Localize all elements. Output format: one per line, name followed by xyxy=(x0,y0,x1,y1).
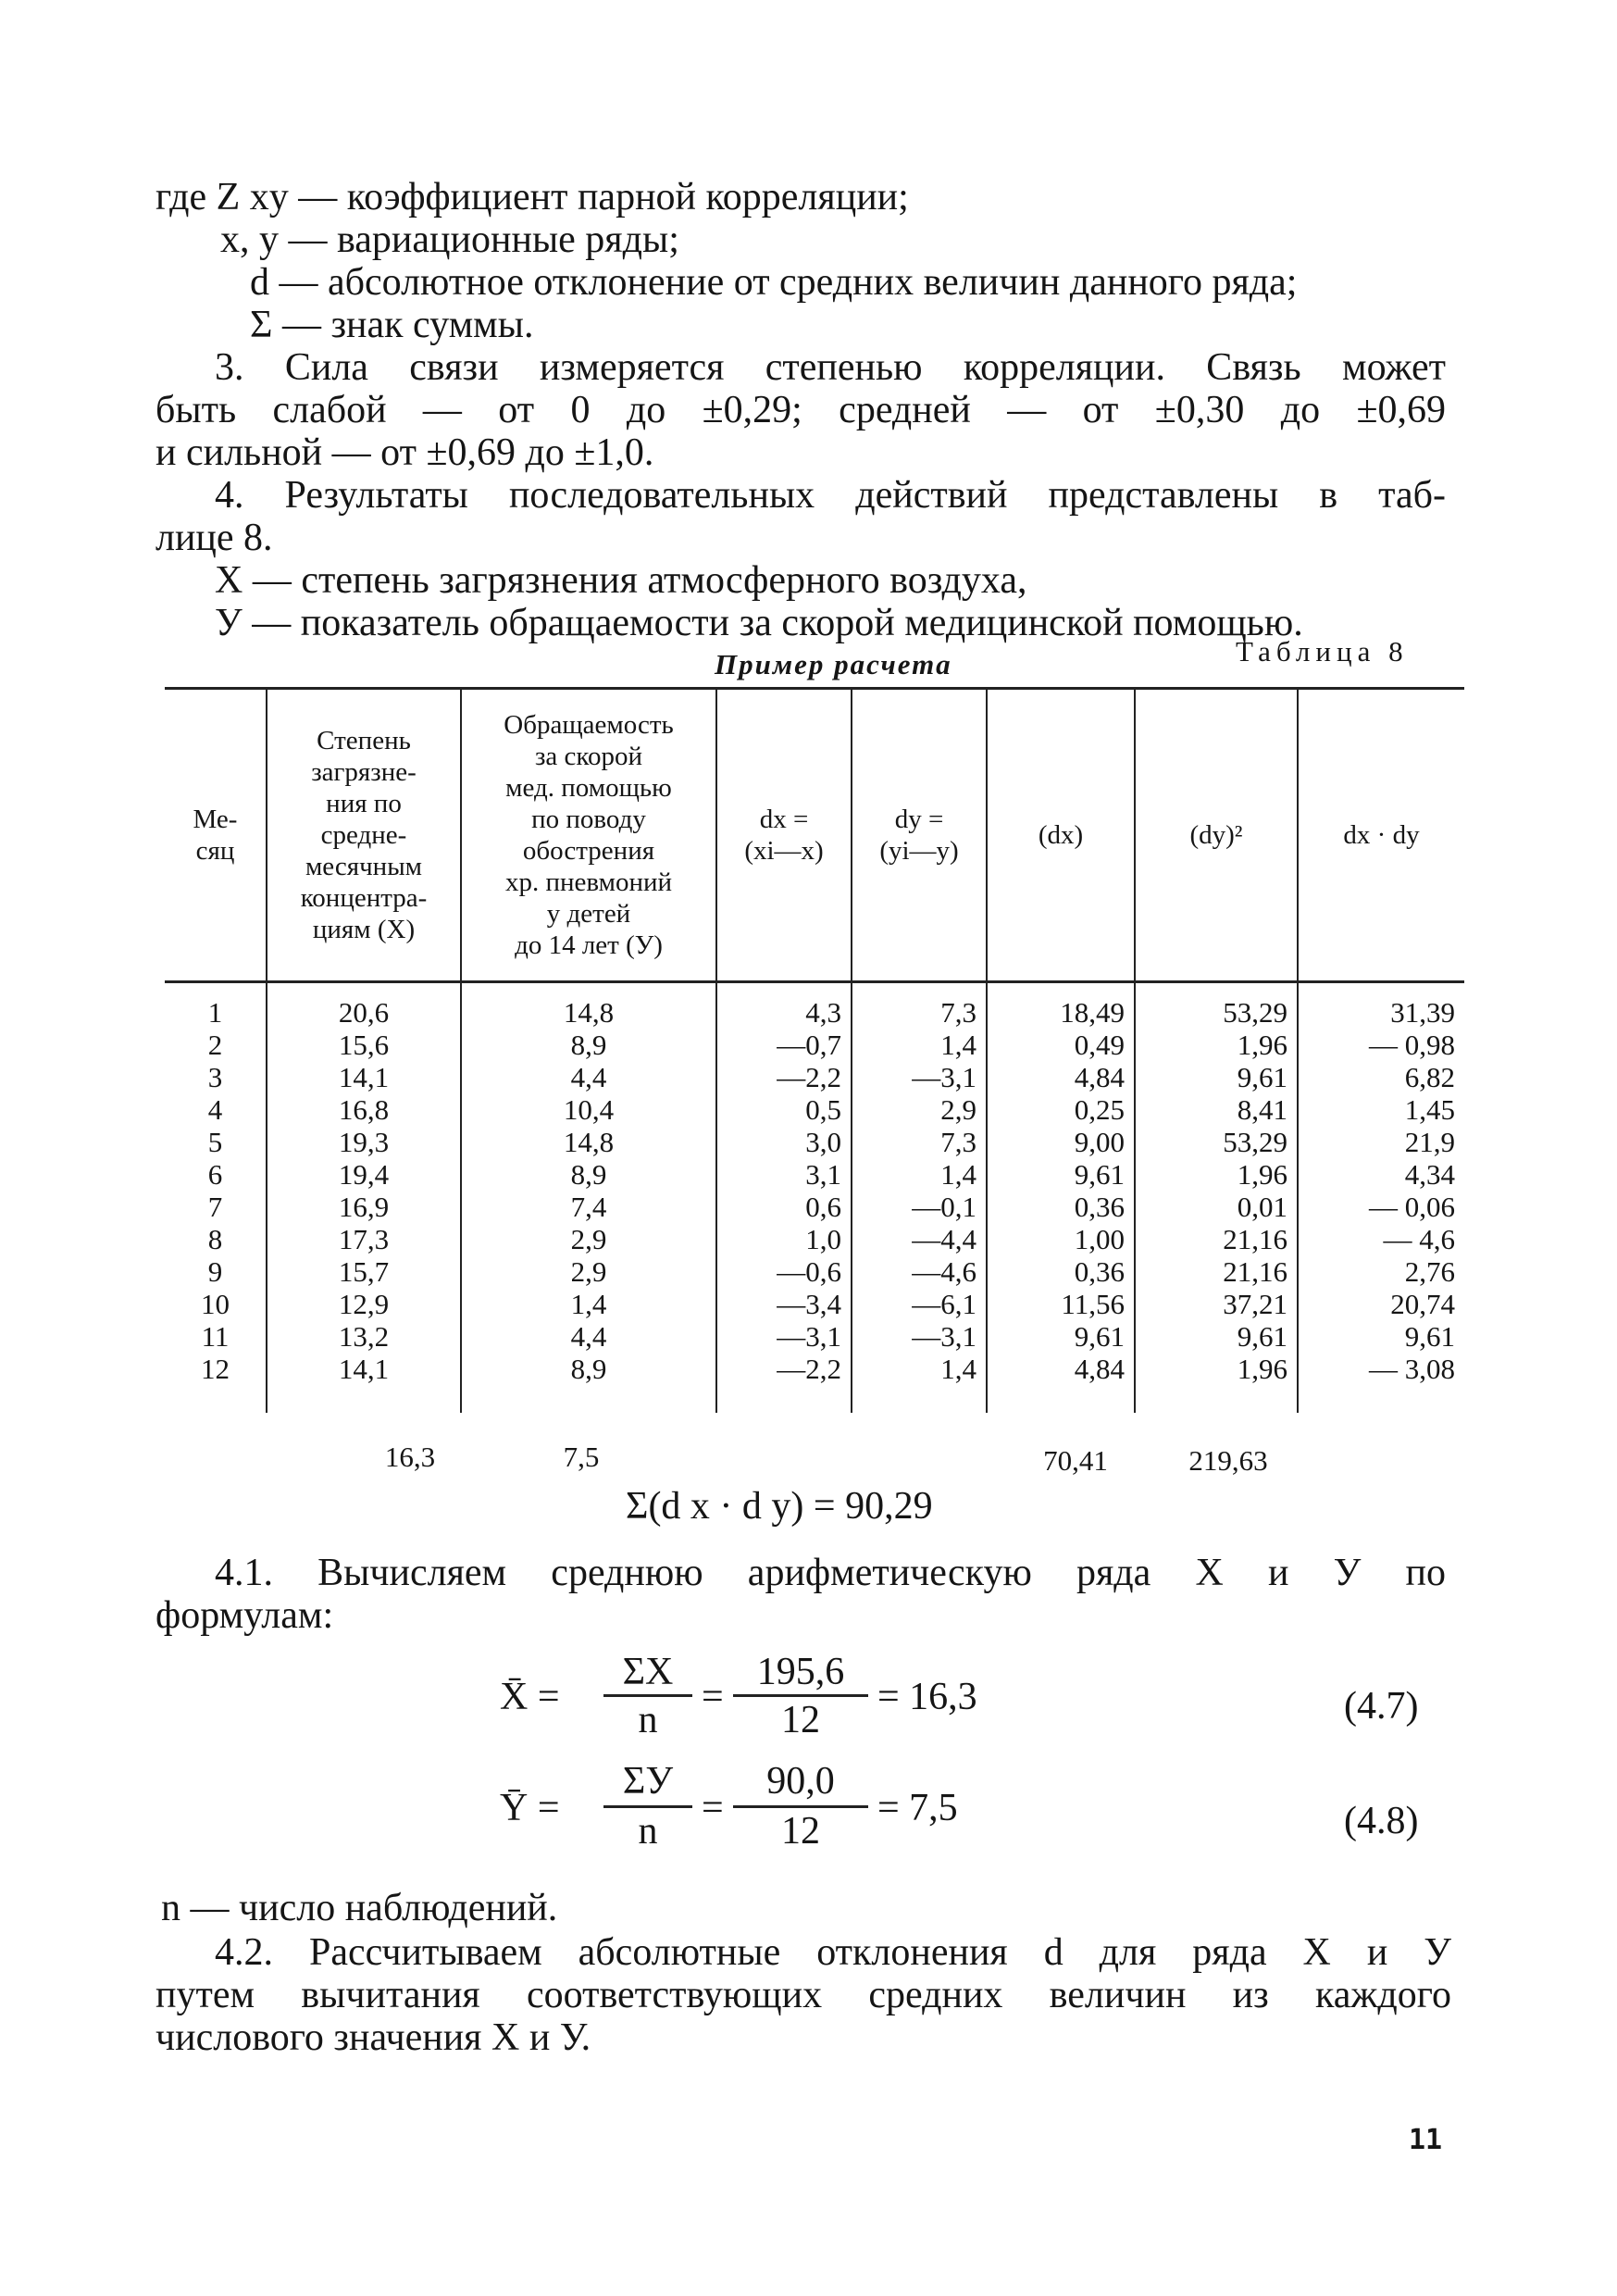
table-row xyxy=(165,1191,1464,1223)
header-dy: dy = (yi—y) xyxy=(852,689,987,982)
table-row xyxy=(165,1158,1464,1191)
total-x-mean: 16,3 xyxy=(384,1441,436,1473)
cell-dy-sq: 21,16 xyxy=(1135,1223,1298,1255)
cell-dx-sq: 18,49 xyxy=(987,982,1135,1029)
header-dx-dy: dx · dy xyxy=(1298,689,1464,982)
cell-month: 9 xyxy=(207,1254,223,1288)
cell-dx-sq: 0,49 xyxy=(987,1029,1135,1061)
cell-dx-dy: 21,9 xyxy=(1298,1126,1464,1158)
table-row xyxy=(165,1126,1464,1158)
cell-dy: 1,4 xyxy=(852,1353,987,1413)
table-row xyxy=(165,1288,1464,1320)
total-dy-sum: 219,63 xyxy=(1188,1444,1268,1477)
cell-month: 10 xyxy=(201,1287,230,1320)
cell-dx: —3,4 xyxy=(716,1288,852,1320)
cell-dy: —6,1 xyxy=(852,1288,987,1320)
cell-dx-dy: — 0,98 xyxy=(1298,1029,1464,1061)
formula-y-num2: 90,0 xyxy=(766,1760,835,1803)
section-4-2-line2: путем вычитания соответствующих средних величин из каждого xyxy=(155,1974,1451,2016)
table-row xyxy=(165,982,1464,1029)
cell-dy-sq: 37,21 xyxy=(1135,1288,1298,1320)
table-row xyxy=(165,1061,1464,1093)
cell-visits: 2,9 xyxy=(461,1255,716,1288)
cell-dy: —0,1 xyxy=(852,1191,987,1223)
section-4-2-line1: 4.2. Рассчитываем абсолютные отклонения d для ряда X и У xyxy=(215,1931,1451,1974)
cell-visits: 10,4 xyxy=(461,1093,716,1126)
cell-pollution: 14,1 xyxy=(267,1061,461,1093)
table-header-row xyxy=(165,689,1464,982)
cell-pollution: 16,9 xyxy=(267,1191,461,1223)
def-line-zxy: где Z xy — коэффициент парной корреляции; xyxy=(155,176,909,218)
cell-visits: 14,8 xyxy=(461,982,716,1029)
formula-y-num1: ΣУ xyxy=(622,1760,674,1803)
cell-month: 5 xyxy=(207,1125,223,1158)
cell-dy: 1,4 xyxy=(852,1029,987,1061)
formula-x-result: = 16,3 xyxy=(877,1676,977,1718)
cell-dx: —2,2 xyxy=(716,1353,852,1413)
cell-dy: 1,4 xyxy=(852,1158,987,1191)
table-title: Пример расчета xyxy=(715,648,952,680)
header-visits: Обращаемость за скорой мед. помощью по поводу обострения хр. пневмоний у детей до 14 лет (У) xyxy=(461,689,716,982)
cell-dy-sq: 0,01 xyxy=(1135,1191,1298,1223)
table-row xyxy=(165,1029,1464,1061)
header-dx: dx = (xi—x) xyxy=(716,689,852,982)
formula-x-eq: = xyxy=(702,1676,724,1718)
formula-x-num2: 195,6 xyxy=(756,1651,845,1693)
page-number: 11 xyxy=(1409,2124,1443,2156)
cell-dx-dy: — 0,06 xyxy=(1298,1191,1464,1223)
cell-dx: 0,6 xyxy=(716,1191,852,1223)
def-line-d: d — абсолютное отклонение от средних величин данного ряда; xyxy=(250,261,1298,304)
cell-dx-sq: 11,56 xyxy=(987,1288,1135,1320)
cell-month: 6 xyxy=(207,1157,223,1191)
header-dy-squared: (dy)² xyxy=(1135,689,1298,982)
cell-dy: —3,1 xyxy=(852,1061,987,1093)
formula-x-number: (4.7) xyxy=(1344,1685,1419,1728)
cell-dx-sq: 9,61 xyxy=(987,1158,1135,1191)
cell-dy: 7,3 xyxy=(852,1126,987,1158)
section-4-2-line3: числового значения X и У. xyxy=(155,2016,591,2059)
cell-dy: 2,9 xyxy=(852,1093,987,1126)
cell-dx: —3,1 xyxy=(716,1320,852,1353)
cell-dx-dy: 2,76 xyxy=(1298,1255,1464,1288)
cell-dx: 3,1 xyxy=(716,1158,852,1191)
formula-x-lhs: X̄ = xyxy=(500,1676,560,1718)
cell-dx-sq: 9,61 xyxy=(987,1320,1135,1353)
cell-visits: 4,4 xyxy=(461,1320,716,1353)
cell-visits: 14,8 xyxy=(461,1126,716,1158)
cell-pollution: 20,6 xyxy=(267,982,461,1029)
cell-dx-dy: 6,82 xyxy=(1298,1061,1464,1093)
cell-dy: —4,6 xyxy=(852,1255,987,1288)
cell-dy: 7,3 xyxy=(852,982,987,1029)
calculation-table xyxy=(165,687,1464,1413)
cell-dy: —4,4 xyxy=(852,1223,987,1255)
formula-y-eq: = xyxy=(702,1787,724,1829)
cell-dx: —2,2 xyxy=(716,1061,852,1093)
table-row xyxy=(165,1255,1464,1288)
para4-line1: 4. Результаты последовательных действий представлены в таб- xyxy=(215,474,1446,517)
y-definition: У — показатель обращаемости за скорой медицинской помощью. xyxy=(215,602,1303,644)
para3-line3: и сильной — от ±0,69 до ±1,0. xyxy=(155,431,654,474)
cell-pollution: 19,4 xyxy=(267,1158,461,1191)
total-dx-sum: 70,41 xyxy=(1043,1444,1108,1477)
cell-dx-dy: 4,34 xyxy=(1298,1158,1464,1191)
formula-y-den1: n xyxy=(638,1810,658,1853)
formula-x-den2: 12 xyxy=(781,1699,820,1741)
cell-dx-dy: — 3,08 xyxy=(1298,1353,1464,1413)
section-4-1-line2: формулам: xyxy=(155,1594,334,1637)
cell-pollution: 12,9 xyxy=(267,1288,461,1320)
formula-y-den2: 12 xyxy=(781,1810,820,1853)
cell-pollution: 17,3 xyxy=(267,1223,461,1255)
cell-month: 7 xyxy=(207,1190,223,1223)
cell-dx-dy: 1,45 xyxy=(1298,1093,1464,1126)
def-line-xy: x, y — вариационные ряды; xyxy=(220,218,679,261)
cell-dx: 4,3 xyxy=(716,982,852,1029)
cell-dx: —0,6 xyxy=(716,1255,852,1288)
cell-dx-dy: — 4,6 xyxy=(1298,1223,1464,1255)
cell-dx-sq: 9,00 xyxy=(987,1126,1135,1158)
header-pollution: Степень загрязне- ния по средне- месячным концентра- циям (X) xyxy=(267,689,461,982)
sum-line: Σ(d x · d y) = 90,29 xyxy=(626,1485,933,1528)
cell-visits: 4,4 xyxy=(461,1061,716,1093)
cell-visits: 8,9 xyxy=(461,1029,716,1061)
cell-dx-sq: 0,36 xyxy=(987,1255,1135,1288)
cell-pollution: 15,7 xyxy=(267,1255,461,1288)
cell-dx-dy: 31,39 xyxy=(1298,982,1464,1029)
table-label: Таблица 8 xyxy=(1236,635,1409,668)
cell-dx-sq: 0,36 xyxy=(987,1191,1135,1223)
cell-pollution: 15,6 xyxy=(267,1029,461,1061)
formula-y-lhs: Ȳ = xyxy=(500,1787,560,1829)
cell-visits: 8,9 xyxy=(461,1353,716,1413)
formula-x-den1: n xyxy=(638,1699,658,1741)
cell-pollution: 19,3 xyxy=(267,1126,461,1158)
table-row xyxy=(165,1223,1464,1255)
formula-y-number: (4.8) xyxy=(1344,1800,1419,1842)
cell-dx-sq: 0,25 xyxy=(987,1093,1135,1126)
cell-dy-sq: 8,41 xyxy=(1135,1093,1298,1126)
cell-dx-sq: 1,00 xyxy=(987,1223,1135,1255)
def-line-sigma: Σ — знак суммы. xyxy=(250,304,534,346)
formula-x-num1: ΣX xyxy=(622,1651,674,1693)
n-definition: n — число наблюдений. xyxy=(161,1887,558,1929)
formula-x-bar1 xyxy=(603,1694,692,1697)
table-row xyxy=(165,1093,1464,1126)
x-definition: X — степень загрязнения атмосферного воздуха, xyxy=(215,559,1027,602)
total-y-mean: 7,5 xyxy=(563,1441,600,1473)
cell-month: 12 xyxy=(201,1352,230,1385)
cell-dx: 0,5 xyxy=(716,1093,852,1126)
section-4-1-line1: 4.1. Вычисляем среднюю арифметическую ряда X и У по xyxy=(215,1552,1446,1594)
cell-dy-sq: 53,29 xyxy=(1135,1126,1298,1158)
cell-dy-sq: 21,16 xyxy=(1135,1255,1298,1288)
cell-dy-sq: 1,96 xyxy=(1135,1353,1298,1413)
cell-dx-sq: 4,84 xyxy=(987,1353,1135,1413)
table-row xyxy=(165,1353,1464,1413)
cell-dx: 1,0 xyxy=(716,1223,852,1255)
cell-dy-sq: 9,61 xyxy=(1135,1320,1298,1353)
cell-month: 4 xyxy=(207,1092,223,1126)
cell-dx-sq: 4,84 xyxy=(987,1061,1135,1093)
table-row xyxy=(165,1320,1464,1353)
cell-pollution: 16,8 xyxy=(267,1093,461,1126)
cell-dy-sq: 9,61 xyxy=(1135,1061,1298,1093)
cell-dx: —0,7 xyxy=(716,1029,852,1061)
header-month: Ме- сяц xyxy=(165,689,267,982)
cell-dy-sq: 53,29 xyxy=(1135,982,1298,1029)
cell-dy: —3,1 xyxy=(852,1320,987,1353)
cell-visits: 1,4 xyxy=(461,1288,716,1320)
formula-y-result: = 7,5 xyxy=(877,1787,958,1829)
formula-x-bar2 xyxy=(733,1694,868,1697)
formula-y-bar1 xyxy=(603,1805,692,1808)
cell-month: 3 xyxy=(207,1060,223,1093)
cell-month: 2 xyxy=(207,1028,223,1061)
header-dx-squared: (dx) xyxy=(987,689,1135,982)
para3-line2: быть слабой — от 0 до ±0,29; средней — от ±0,30 до ±0,69 xyxy=(155,389,1446,431)
cell-visits: 2,9 xyxy=(461,1223,716,1255)
table-body xyxy=(165,982,1464,1414)
para3-line1: 3. Сила связи измеряется степенью корреляции. Связь может xyxy=(215,346,1446,389)
cell-dx-dy: 20,74 xyxy=(1298,1288,1464,1320)
cell-visits: 8,9 xyxy=(461,1158,716,1191)
cell-visits: 7,4 xyxy=(461,1191,716,1223)
cell-month: 8 xyxy=(207,1222,223,1255)
cell-dy-sq: 1,96 xyxy=(1135,1158,1298,1191)
cell-month: 1 xyxy=(207,995,223,1029)
cell-pollution: 14,1 xyxy=(267,1353,461,1413)
cell-dx-dy: 9,61 xyxy=(1298,1320,1464,1353)
cell-dx: 3,0 xyxy=(716,1126,852,1158)
cell-dy-sq: 1,96 xyxy=(1135,1029,1298,1061)
cell-pollution: 13,2 xyxy=(267,1320,461,1353)
formula-y-bar2 xyxy=(733,1805,868,1808)
cell-month: 11 xyxy=(201,1319,230,1353)
para4-line2: лице 8. xyxy=(155,517,273,559)
